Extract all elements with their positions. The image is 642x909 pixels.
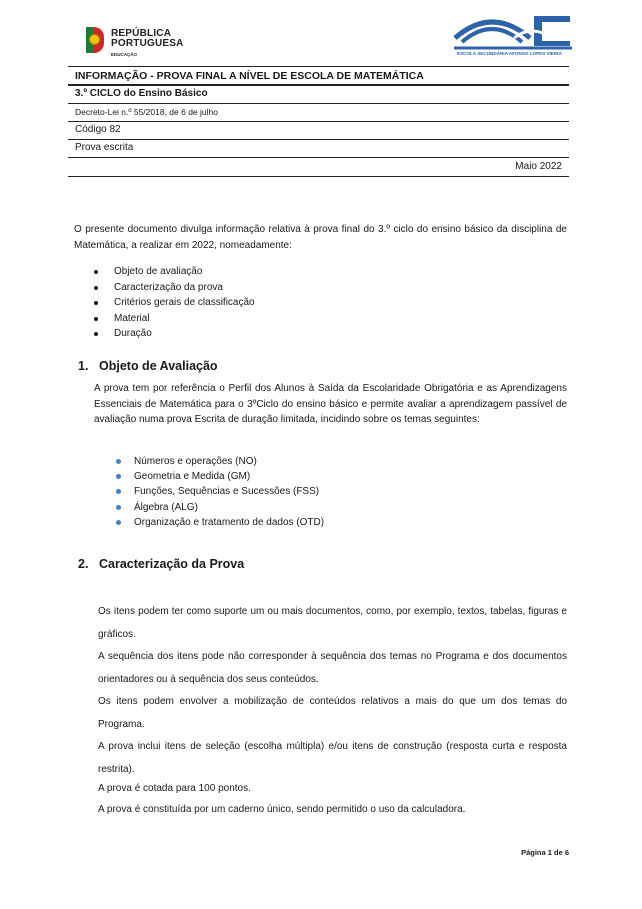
cycle-row bbox=[68, 85, 569, 104]
decree-label: Decreto-Lei n.º 55/2018, de 6 de julho bbox=[75, 107, 218, 117]
list-item: Funções, Sequências e Sucessões (FSS) bbox=[116, 484, 324, 499]
list-item: Critérios gerais de classificação bbox=[94, 295, 255, 311]
list-item: Números e operações (NO) bbox=[116, 454, 324, 469]
section-1-number: 1. bbox=[78, 359, 89, 373]
cycle-label: 3.º CICLO do Ensino Básico bbox=[75, 88, 208, 99]
bullet-icon bbox=[94, 332, 98, 336]
section-1-title: Objeto de Avaliação bbox=[99, 359, 218, 373]
republica-portuguesa-logo bbox=[86, 27, 196, 61]
bullet-icon bbox=[116, 505, 121, 510]
bullet-icon bbox=[94, 270, 98, 274]
document-title: INFORMAÇÃO - PROVA FINAL A NÍVEL DE ESCOLA DE MATEMÁTICA bbox=[75, 70, 424, 82]
list-item: Objeto de avaliação bbox=[94, 264, 255, 280]
intro-paragraph: O presente documento divulga informação relativa à prova final do 3.º ciclo do ensino básico da disciplina de Matemática, a realizar em 2022, nomeadamente: bbox=[74, 224, 567, 251]
code-row bbox=[68, 122, 569, 140]
section-1-heading bbox=[78, 359, 218, 373]
school-logo-mark bbox=[452, 8, 574, 52]
exam-type-row bbox=[68, 140, 569, 158]
section-2-paragraph: A prova é constituída por um caderno único, sendo permitido o uso da calculadora. bbox=[98, 804, 466, 815]
bullet-icon bbox=[94, 317, 98, 321]
section-2-paragraph: A sequência dos itens pode não corresponder à sequência dos temas no Programa e dos documentos orientadores ou à sequência dos seus conteúdos. bbox=[98, 651, 567, 685]
exam-type-label: Prova escrita bbox=[75, 142, 134, 153]
date-row bbox=[68, 158, 569, 177]
republic-subtitle: EDUCAÇÃO bbox=[111, 52, 138, 57]
school-name: ESCOLA SECUNDÁRIA AFONSO LOPES VIEIRA bbox=[457, 51, 562, 56]
list-item: Geometria e Medida (GM) bbox=[116, 469, 324, 484]
bullet-icon bbox=[116, 520, 121, 525]
list-item: Caracterização da prova bbox=[94, 280, 255, 296]
bullet-icon bbox=[94, 301, 98, 305]
date-label: Maio 2022 bbox=[515, 161, 562, 172]
page-number: Página 1 de 6 bbox=[521, 848, 569, 857]
list-item: Álgebra (ALG) bbox=[116, 500, 324, 515]
section-2-paragraph: A prova é cotada para 100 pontos. bbox=[98, 783, 251, 794]
section-2-paragraph: Os itens podem envolver a mobilização de conteúdos relativos a mais do que um dos temas do Programa. bbox=[98, 696, 567, 730]
section-2-title: Caracterização da Prova bbox=[99, 557, 245, 571]
code-label: Código 82 bbox=[75, 124, 121, 135]
section-2-paragraph: A prova inclui itens de seleção (escolha múltipla) e/ou itens de construção (resposta curta e resposta restrita). bbox=[98, 741, 567, 775]
intro-list bbox=[94, 264, 255, 342]
bullet-icon bbox=[116, 474, 121, 479]
republic-name: REPÚBLICA PORTUGUESA bbox=[111, 28, 184, 49]
list-item: Material bbox=[94, 311, 255, 327]
school-logo bbox=[452, 8, 574, 60]
list-item: Duração bbox=[94, 326, 255, 342]
section-2-paragraph: Os itens podem ter como suporte um ou mais documentos, como, por exemplo, textos, tabelas, figuras e gráficos. bbox=[98, 606, 567, 640]
section-2-number: 2. bbox=[78, 557, 89, 571]
section-1-paragraph: A prova tem por referência o Perfil dos Alunos à Saída da Escolaridade Obrigatória e as Aprendizagens Essenciais de Matemática para o 3ºCiclo do ensino básico e permite avaliar a aprendizagem passível de avaliação numa prova Escrita de duração limitada, incidindo sobre os temas seguintes: bbox=[94, 383, 567, 425]
bullet-icon bbox=[116, 459, 121, 464]
bullet-icon bbox=[116, 489, 121, 494]
document-title-row bbox=[68, 66, 569, 86]
decree-row bbox=[68, 104, 569, 122]
section-2-heading bbox=[78, 557, 244, 571]
list-item: Organização e tratamento de dados (OTD) bbox=[116, 515, 324, 530]
bullet-icon bbox=[94, 286, 98, 290]
themes-list bbox=[116, 454, 324, 530]
portugal-flag-icon bbox=[86, 27, 104, 53]
